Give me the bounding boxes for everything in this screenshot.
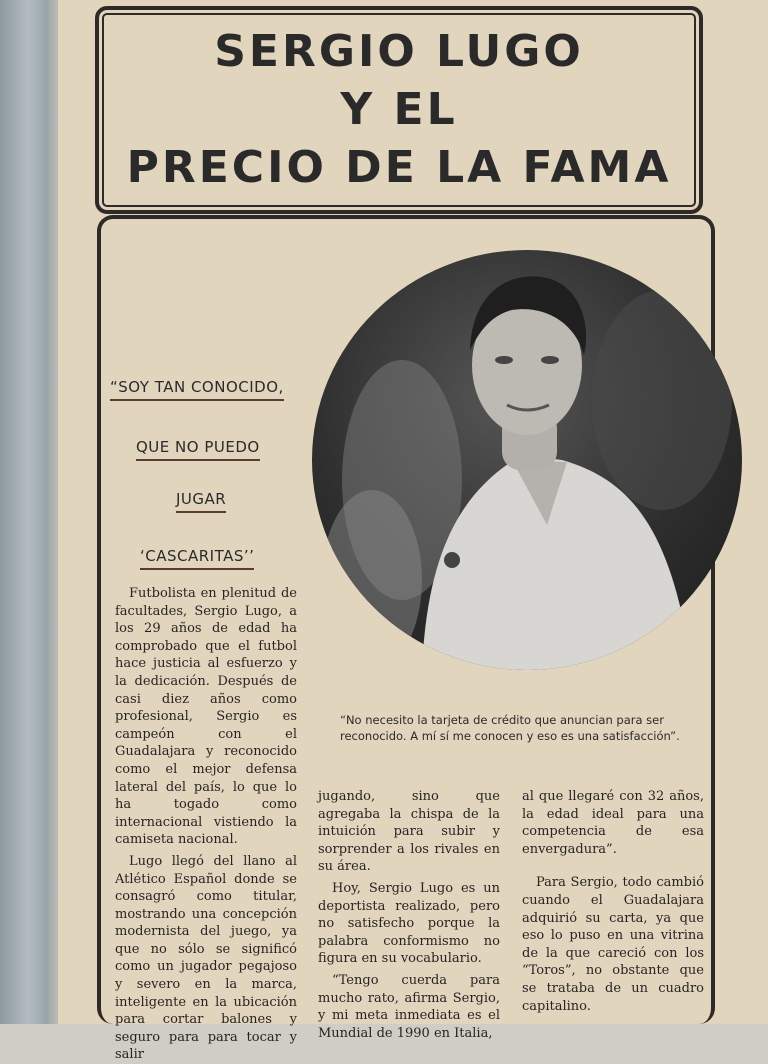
column1-paragraph-1: Futbolista en plenitud de facultades, Sergio Lugo, a los 29 años de edad ha comprobado que el futbol hace justicia al esfuerzo y la dedicación. Después de casi diez años como profesional, Sergio es campeón con el Guadalajara y reconocido como el mejor defensa lateral del país, lo que lo ha togado como internacional vistiendo la camiseta nacional. [115,586,297,848]
article-column-1 [115,585,297,1064]
headline-box [95,6,703,214]
pull-quote-line-1: “SOY TAN CONOCIDO, [110,378,284,401]
headline-line-3: PRECIO DE LA FAMA [126,142,672,193]
article-column-3 [522,788,704,1015]
headline-line-1: SERGIO LUGO [214,26,584,77]
column3-paragraph-2: Para Sergio, todo cambió cuando el Guadalajara adquirió su carta, ya que eso lo puso en una vitrina de la que careció con los “Toros”, no obstante que se trataba de un cuadro capitalino. [522,875,704,1014]
column2-paragraph-1: jugando, sino que agregaba la chispa de la intuición para subir y sorprender a los rivales en su área. [318,789,500,875]
article-column-2 [318,788,500,1042]
magazine-binding [0,0,62,1024]
column3-paragraph-1: al que llegaré con 32 años, la edad ideal para una competencia de esa envergadura”. [522,789,704,857]
player-photo-icon [312,250,742,670]
column1-paragraph-2: Lugo llegó del llano al Atlético Español donde se consagró como titular, mostrando una concepción modernista del juego, ya que no sólo se significó como un jugador pegajoso y severo en la marca, inteligente en la ubicación para cortar balones y seguro para para tocar y salir [115,853,297,1063]
player-photo [312,250,742,670]
photo-caption: “No necesito la tarjeta de crédito que anuncian para ser reconocido. A mí sí me conocen y eso es una satisfacción”. [340,713,680,743]
pull-quote-line-4: ‘CASCARITAS’’ [140,547,254,570]
column2-paragraph-3: “Tengo cuerda para mucho rato, afirma Sergio, y mi meta inmediata es el Mundial de 1990 en Italia, [318,972,500,1041]
pull-quote-line-2: QUE NO PUEDO [136,438,260,461]
headline-line-2: Y EL [340,84,458,135]
column2-paragraph-2: Hoy, Sergio Lugo es un deportista realizado, pero no satisfecho porque la palabra conformismo no figura en su vocabulario. [318,880,500,967]
pull-quote-line-3: JUGAR [176,490,226,513]
